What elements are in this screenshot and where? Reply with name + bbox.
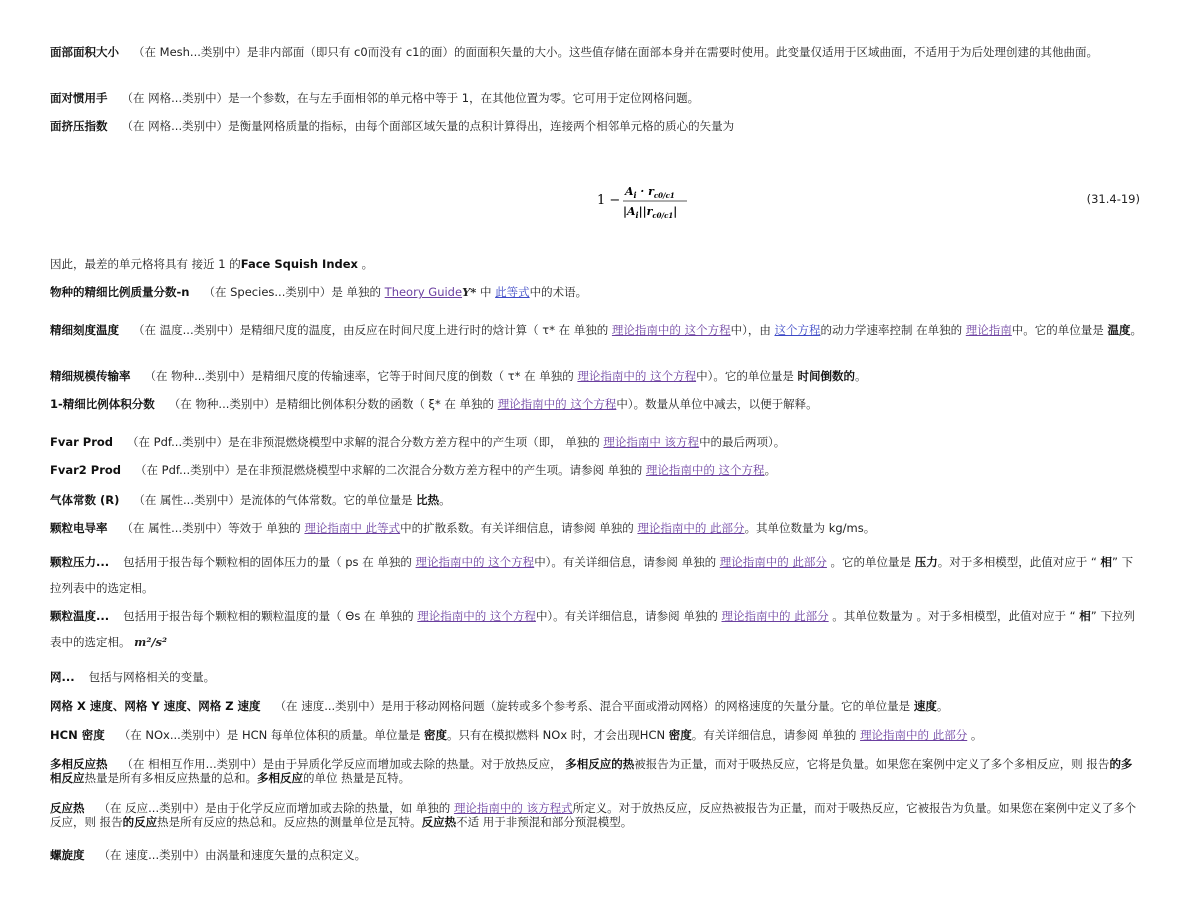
text: 。 [764, 463, 777, 477]
entry-mesh [50, 670, 1142, 684]
theory-guide-link[interactable]: 理论指南中的 此部分 [860, 728, 968, 742]
equation-denominator: $|A_i||r_{c0/c1}|$ [623, 205, 678, 220]
term: 网格 X 速度、网格 Y 速度、网格 Z 速度 [50, 699, 261, 713]
text: 中的最后两项）。 [699, 435, 786, 449]
description: （在 网格...类别中）是衡量网格质量的指标，由每个面部区域矢量的点积计算得出，连接两个相邻单元格的质心的矢量为 [121, 119, 735, 133]
text: ” 下拉列表中的选定相。 [50, 609, 1135, 649]
theory-guide-link[interactable]: 理论指南中的 此部分 [637, 521, 745, 535]
entry-helicity [50, 848, 1142, 862]
text: ” 下拉列表中的选定相。 [50, 555, 1134, 595]
entry-face-squish-index [50, 119, 1142, 133]
equation-number: (31.4-19) [1086, 192, 1140, 206]
description: （在 反应...类别中）是由于化学反应而增加或去除的热量，如 单独的 [98, 801, 454, 815]
math-symbol: Y* [462, 285, 477, 299]
theory-guide-link[interactable]: Theory Guide [384, 285, 463, 299]
equation-lead: 1 − [597, 193, 621, 208]
description: （在 Pdf...类别中）是在非预混燃烧模型中求解的混合分数方差方程中的产生项（即， 单独的 [127, 435, 604, 449]
theory-guide-link[interactable]: 理论指南中的 此部分 [719, 555, 827, 569]
description: （在 属性...类别中）等效于 单独的 [121, 521, 305, 535]
math-symbol: m²/s² [134, 635, 168, 649]
bold-text: 相 [1100, 555, 1112, 569]
description: （在 属性...类别中）是流体的气体常数。它的单位量是 [133, 493, 417, 507]
text: 。 [357, 257, 374, 271]
term: 多相反应热 [50, 757, 108, 771]
entry-fine-scale-mass-fraction [50, 285, 1142, 299]
description: （在 速度...类别中）是用于移动网格问题（旋转或多个参考系、混合平面或滑动网格）的网格速度的矢量分量。它的单位量是 [274, 699, 914, 713]
bold-text: 的反应 [122, 815, 158, 829]
text: 。只有在模拟燃料 NOx 时，才会出现HCN [447, 728, 669, 742]
text: 中）。有关详细信息，请参阅 单独的 [535, 609, 722, 623]
equation-numerator: $A_i \cdot r_{c0/c1}$ [625, 185, 675, 200]
text: 热量是所有多相反应热量的总和。 [84, 771, 257, 785]
text: 的动力学速率控制 在单独的 [820, 323, 966, 337]
entry-hcn-density [50, 728, 1142, 742]
equation-link[interactable]: 此等式 [495, 285, 530, 299]
term: 气体常数 (R) [50, 493, 120, 507]
bold-text: 速度 [913, 699, 937, 713]
description: 包括与网格相关的变量。 [88, 670, 216, 684]
term: 面对惯用手 [50, 91, 108, 105]
description: （在 Pdf...类别中）是在非预混燃烧模型中求解的二次混合分数方差方程中的产生项。请参阅 单独的 [135, 463, 646, 477]
bold-text: 密度 [424, 728, 448, 742]
entry-granular-pressure [50, 549, 1142, 601]
bold-text: 反应热 [421, 815, 457, 829]
text: 。 [967, 728, 983, 742]
text: 。其单位数量为 。对于多相模型，此值对应于 “ [828, 609, 1080, 623]
term: 螺旋度 [50, 848, 85, 862]
text: 中）。它的单位量是 [696, 369, 798, 383]
bold-text: 多相反应的热 [565, 757, 635, 771]
description: （在 温度...类别中）是精细尺度的温度，由反应在时间尺度上进行时的焓计算（ τ* 在 单独的 [133, 323, 612, 337]
description: 包括用于报告每个颗粒相的颗粒温度的量（ Θs 在 单独的 [123, 609, 418, 623]
term: 面挤压指数 [50, 119, 108, 133]
theory-guide-link[interactable]: 理论指南中的 这个方程 [611, 323, 731, 337]
entry-heterogeneous-reaction-heat [50, 757, 1142, 785]
bold-text: Face Squish Index [240, 257, 358, 271]
text: 。对于多相模型，此值对应于 “ [937, 555, 1101, 569]
text: 因此，最差的单元格将具有 接近 1 的 [50, 257, 241, 271]
text: 中）。有关详细信息，请参阅 单独的 [534, 555, 720, 569]
theory-guide-link[interactable]: 理论指南中 该方程 [603, 435, 700, 449]
term: 精细刻度温度 [50, 323, 119, 337]
term: Fvar2 Prod [50, 463, 122, 477]
text: 。 [854, 369, 867, 383]
description: （在 速度...类别中）由涡量和速度矢量的点积定义。 [98, 848, 367, 862]
term: 精细规模传输率 [50, 369, 131, 383]
theory-guide-link[interactable]: 理论指南中的 这个方程 [577, 369, 697, 383]
bold-text: 多相反应 [257, 771, 303, 785]
theory-guide-link[interactable]: 理论指南中的 此部分 [721, 609, 829, 623]
entry-granular-conductivity [50, 521, 1142, 535]
entry-heat-of-reaction [50, 801, 1142, 829]
description: （在 网格...类别中）是一个参数，在与左手面相邻的单元格中等于 1，在其他位置为零。它可用于定位网格问题。 [121, 91, 700, 105]
term: 颗粒温度... [50, 609, 110, 623]
term: Fvar Prod [50, 435, 114, 449]
description: （在 物种...类别中）是精细尺度的传输速率，它等于时间尺度的倒数（ τ* 在 单独的 [144, 369, 578, 383]
equation-svg [597, 176, 697, 224]
term: 物种的精细比例质量分数-n [50, 285, 190, 299]
bold-text: 的多相反应 [50, 757, 1133, 785]
bold-text: 密度 [668, 728, 692, 742]
text: 热是所有反应的热总和。反应热的测量单位是瓦特。 [157, 815, 422, 829]
entry-one-minus-fine-scale-volume-fraction [50, 397, 1142, 411]
text: 中 [476, 285, 496, 299]
theory-guide-link[interactable]: 理论指南中的 这个方程 [415, 555, 535, 569]
text: 中）。数量从单位中减去，以便于解释。 [616, 397, 818, 411]
bold-text: 压力 [914, 555, 938, 569]
description: （在 NOx...类别中）是 HCN 每单位体积的质量。单位量是 [118, 728, 425, 742]
description: （在 Species...类别中）是 单独的 [203, 285, 385, 299]
equation-31-4-19 [597, 176, 697, 224]
description: （在 物种...类别中）是精细比例体积分数的函数（ ξ* 在 单独的 [168, 397, 498, 411]
text: 。它的单位量是 [826, 555, 915, 569]
theory-guide-link[interactable]: 理论指南中的 这个方程 [417, 609, 536, 623]
entry-fvar2-prod [50, 463, 1142, 477]
description: （在 相相互作用...类别中）是由于异质化学反应而增加或去除的热量。对于放热反应， [121, 757, 566, 771]
term: 面部面积大小 [50, 45, 119, 59]
theory-guide-link[interactable]: 理论指南中的 该方程式 [453, 801, 573, 815]
bold-text: 时间倒数的 [797, 369, 855, 383]
text: 中。它的单位量是 [1011, 323, 1108, 337]
entry-granular-temperature [50, 603, 1142, 655]
bold-text: 温度 [1107, 323, 1131, 337]
term: 网... [50, 670, 75, 684]
text: 。 [1130, 323, 1142, 337]
text: 中），由 [730, 323, 775, 337]
text: 中的扩散系数。有关详细信息，请参阅 单独的 [400, 521, 638, 535]
entry-gas-constant [50, 493, 1142, 507]
bold-text: 比热 [416, 493, 440, 507]
entry-face-area-magnitude [50, 45, 1142, 59]
term: 颗粒压力... [50, 555, 110, 569]
term: HCN 密度 [50, 728, 105, 742]
text: 。 [936, 699, 949, 713]
theory-guide-link[interactable]: 理论指南中的 这个方程 [497, 397, 617, 411]
term: 1-精细比例体积分数 [50, 397, 155, 411]
text: 所定义。对于放热反应，反应热被报告为正量，而对于吸热反应，它被报告为负量。如果您在案例中定义了多个反应，则 报告 [50, 801, 1137, 829]
text: 的单位 热量是瓦特。 [303, 771, 411, 785]
entry-fvar-prod [50, 435, 1142, 449]
bold-text: 相 [1079, 609, 1091, 623]
entry-face-handedness [50, 91, 1142, 105]
term: 颗粒电导率 [50, 521, 108, 535]
text: 。其单位数量为 kg/ms。 [744, 521, 876, 535]
text: 。有关详细信息，请参阅 单独的 [691, 728, 861, 742]
description: 包括用于报告每个颗粒相的固体压力的量（ ps 在 单独的 [123, 555, 416, 569]
description: （在 Mesh...类别中）是非内部面（即只有 c0而没有 c1的面）的面面积矢量的大小。这些值存储在面部本身并在需要时使用。此变量仅适用于区域曲面，不适用于为后处理创建的其他曲面。 [133, 45, 1098, 59]
text: 被报告为正量，而对于吸热反应，它将是负量。如果您在案例中定义了多个多相反应，则 报告 [634, 757, 1110, 771]
text: 不适 用于非预混和部分预混模型。 [456, 815, 633, 829]
entry-fine-scale-transfer-rate [50, 369, 1142, 383]
equation-link[interactable]: 这个方程 [774, 323, 821, 337]
term: 反应热 [50, 801, 85, 815]
entry-grid-velocity [50, 699, 1142, 713]
text: 。 [439, 493, 451, 507]
text: 中的术语。 [529, 285, 588, 299]
entry-fine-scale-temperature [50, 323, 1142, 337]
theory-guide-link[interactable]: 理论指南中 此等式 [304, 521, 401, 535]
theory-guide-link[interactable]: 理论指南 [965, 323, 1012, 337]
entry-squish-note [50, 257, 1142, 271]
theory-guide-link[interactable]: 理论指南中的 这个方程 [645, 463, 765, 477]
